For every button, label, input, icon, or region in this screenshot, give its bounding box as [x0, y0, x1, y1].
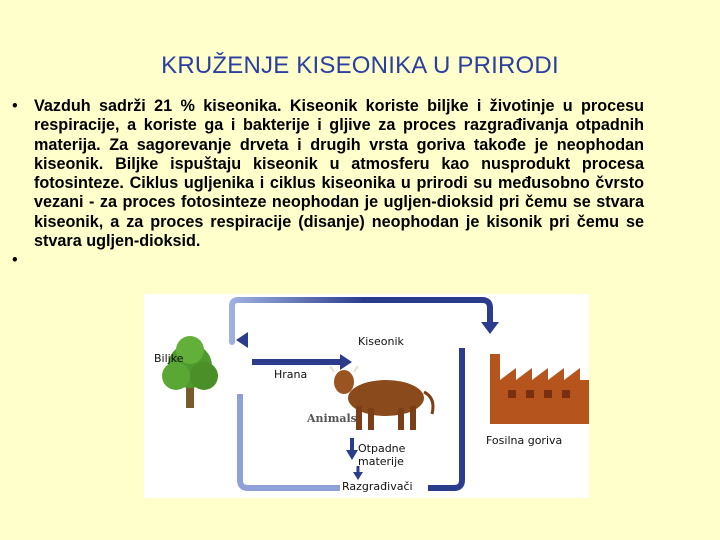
- arrowhead-down-decomposer: [353, 472, 363, 480]
- label-plants: Biljke: [154, 352, 184, 365]
- bullet-dot-empty: •: [12, 251, 18, 270]
- oxygen-cycle-diagram: [144, 294, 589, 498]
- label-waste-line1: Otpadne: [358, 442, 406, 455]
- arrowhead-down-fuel: [481, 322, 499, 334]
- label-food: Hrana: [274, 368, 308, 381]
- cycle-arrow-top-right: [364, 300, 490, 324]
- bullet-list: [12, 97, 644, 271]
- bullet-dot: •: [12, 97, 18, 115]
- cycle-arrow-lower-left: [240, 394, 340, 488]
- arrowhead-down-waste: [346, 450, 358, 460]
- label-animals: Animals: [307, 412, 357, 425]
- label-oxygen: Kiseonik: [358, 335, 404, 348]
- cycle-arrow-top-left: [232, 300, 364, 342]
- bullet-empty: [12, 251, 644, 271]
- bullet-paragraph: [12, 97, 644, 251]
- label-waste-line2: materije: [358, 455, 404, 468]
- factory-icon: [490, 354, 589, 424]
- paragraph-text: Vazduh sadrži 21 % kiseonika. Kiseonik koriste biljke i životinje u procesu respiracije, a koriste ga i bakterije i gljive za proces razgrađivanja otpadnih materija. Za sagorevanje drveta i drugih vrsta goriva takođe je neophodan kiseonik. Biljke ispuštaju kiseonik u atmosferu kao nusprodukt procesa fotosinteze. Ciklus ugljenika i ciklus kiseonika u prirodi su međusobno čvrsto vezani - za proces fotosinteze neophodan je ugljen-dioksid pri čemu se stvara kiseonik, a za proces respiracije (disanje) neophodan je kisonik pri čemu se stvara ugljen-dioksid.: [34, 97, 644, 251]
- tree-icon: [162, 336, 218, 408]
- cycle-arrow-down-right: [428, 348, 462, 488]
- arrowhead-left-oxygen: [236, 332, 248, 348]
- arrowhead-right-food: [340, 354, 352, 370]
- diagram-svg: [144, 294, 589, 498]
- label-fossil-fuels: Fosilna goriva: [486, 434, 563, 447]
- slide-title: KRUŽENJE KISEONIKA U PRIRODI: [161, 52, 559, 79]
- label-decomposers: Razgrađivači: [342, 480, 413, 493]
